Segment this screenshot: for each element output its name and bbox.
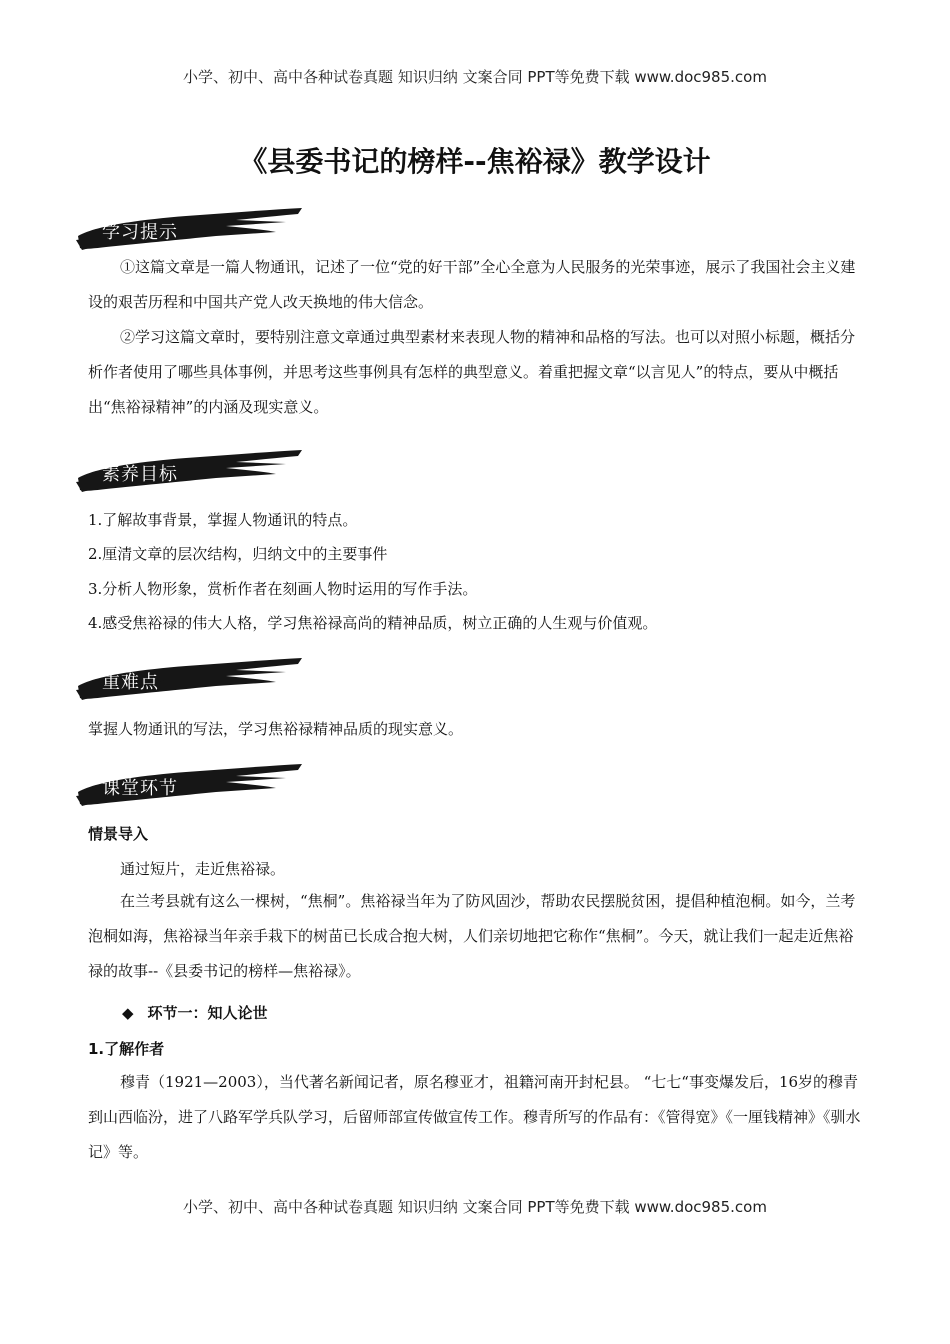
author-paragraph: 穆青（1921—2003），当代著名新闻记者，原名穆亚才，祖籍河南开封杞县。 “七七“事变爆发后，16岁的穆青到山西临汾，进了八路军学兵队学习，后留师部宣传做宣传工作。穆青所写的作品有：《管得宽》《一厘钱精神》《驯水记》等。 — [88, 1073, 861, 1161]
section-label: 课堂环节 — [102, 778, 178, 799]
section-banner-key-points — [76, 656, 306, 704]
key-points-text: 掌握人物通讯的写法，学习焦裕禄精神品质的现实意义。 — [88, 720, 464, 738]
step-one-label: 环节一：知人论世 — [147, 1004, 268, 1022]
page-footer: 小学、初中、高中各种试卷真题 知识归纳 文案合同 PPT等免费下载 www.doc985.com — [183, 1198, 767, 1216]
page-header: 小学、初中、高中各种试卷真题 知识归纳 文案合同 PPT等免费下载 www.doc985.com — [183, 68, 767, 86]
author-subheading: 1.了解作者 — [88, 1040, 165, 1058]
tips-paragraph-2: ②学习这篇文章时，要特别注意文章通过典型素材来表现人物的精神和品格的写法。也可以对照小标题，概括分析作者使用了哪些具体事例，并思考这些事例具有怎样的典型意义。着重把握文章“以言见人”的特点，要从中概括出“焦裕禄精神”的内涵及现实意义。 — [88, 328, 856, 416]
section-label: 素养目标 — [102, 464, 178, 485]
intro-paragraph-1: 通过短片，走近焦裕禄。 — [120, 860, 286, 878]
goal-item: 1.了解故事背景，掌握人物通讯的特点。 — [88, 511, 358, 529]
section-banner-goals — [76, 448, 306, 496]
section-label: 重难点 — [102, 672, 159, 693]
section-banner-tips — [76, 206, 306, 254]
tips-paragraph-1: ①这篇文章是一篇人物通讯，记述了一位“党的好干部”全心全意为人民服务的光荣事迹，展示了我国社会主义建设的艰苦历程和中国共产党人改天换地的伟大信念。 — [88, 258, 856, 311]
goal-item: 2.厘清文章的层次结构，归纳文中的主要事件 — [88, 545, 388, 563]
goal-item: 4.感受焦裕禄的伟大人格，学习焦裕禄高尚的精神品质，树立正确的人生观与价值观。 — [88, 614, 658, 632]
intro-heading: 情景导入 — [88, 825, 149, 843]
section-label: 学习提示 — [102, 222, 178, 243]
diamond-bullet-icon: ◆ — [122, 1004, 134, 1022]
intro-paragraph-2: 在兰考县就有这么一棵树，“焦桐”。焦裕禄当年为了防风固沙，帮助农民摆脱贫困，提倡种植泡桐。如今，兰考泡桐如海，焦裕禄当年亲手栽下的树苗已长成合抱大树，人们亲切地把它称作“焦桐”。今天，就让我们一起走近焦裕禄的故事--《县委书记的榜样—焦裕禄》。 — [88, 892, 856, 980]
goal-item: 3.分析人物形象，赏析作者在刻画人物时运用的写作手法。 — [88, 580, 478, 598]
document-title: 《县委书记的榜样--焦裕禄》教学设计 — [239, 145, 711, 178]
step-one-heading — [122, 1002, 268, 1023]
section-banner-classroom — [76, 762, 306, 810]
